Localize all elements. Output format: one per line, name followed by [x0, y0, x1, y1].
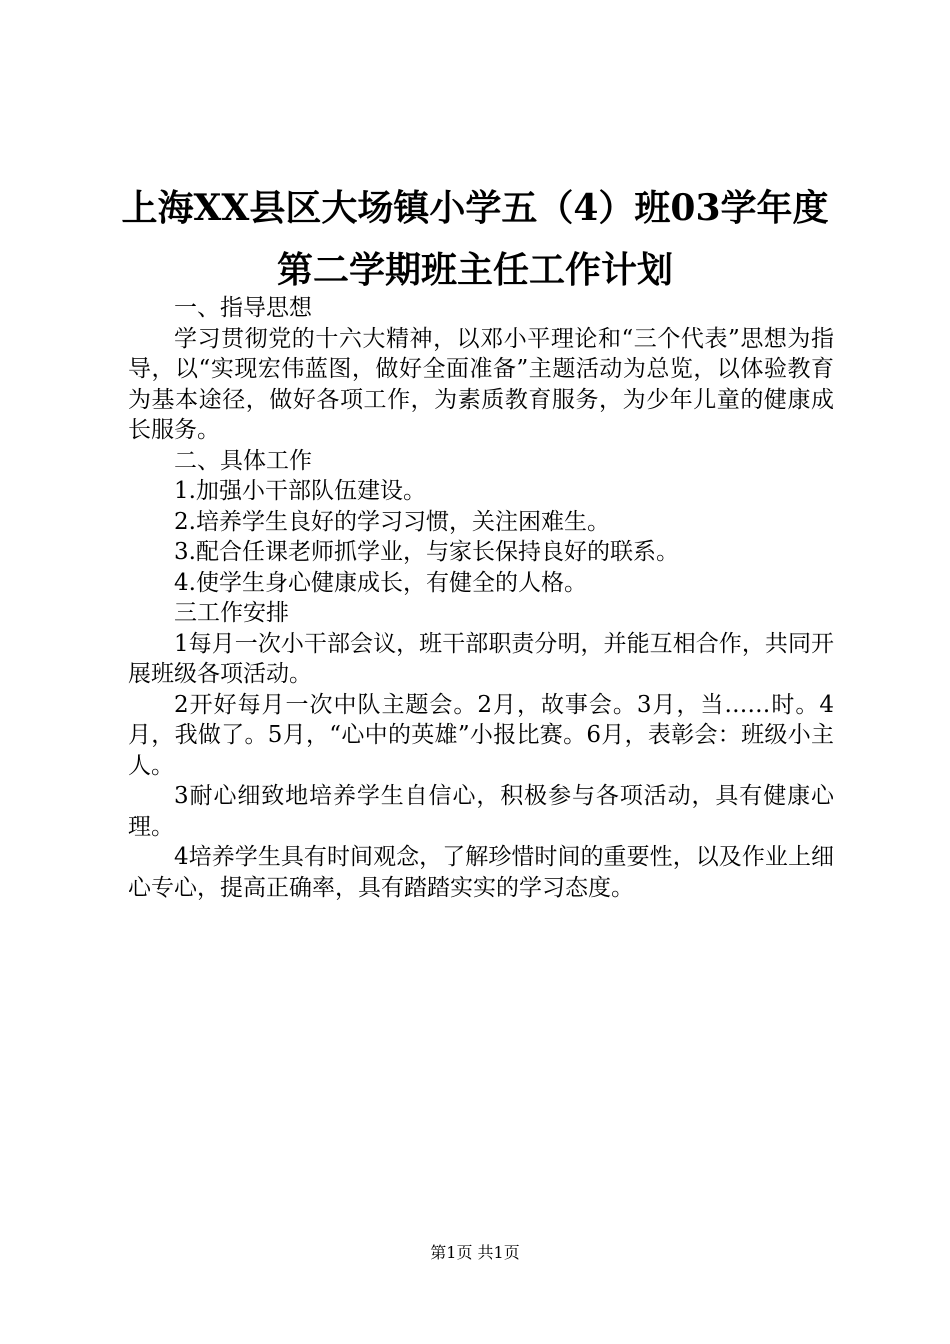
list-item-arrangement-4: 4培养学生具有时间观念，了解珍惜时间的重要性，以及作业上细心专心，提高正确率，具有踏踏实实的学习态度。 — [128, 844, 834, 901]
list-item-work-4: 4.使学生身心健康成长，有健全的人格。 — [174, 569, 587, 596]
list-item-work-3: 3.配合任课老师抓学业，与家长保持良好的联系。 — [174, 539, 679, 565]
document-title-line2: 第二学期班主任工作计划 — [276, 249, 673, 291]
list-item-arrangement-3: 3耐心细致地培养学生自信心，积极参与各项活动，具有健康心理。 — [128, 783, 834, 840]
section-heading-guiding-thought: 一、指导思想 — [174, 295, 312, 321]
list-item-work-2: 2.培养学生良好的学习习惯，关注困难生。 — [174, 508, 610, 535]
section-heading-arrangement: 三工作安排 — [174, 600, 289, 626]
list-item-work-1: 1.加强小干部队伍建设。 — [174, 478, 426, 504]
paragraph-guiding-thought: 学习贯彻党的十六大精神，以邓小平理论和“三个代表”思想为指导，以“实现宏伟蓝图，做好全面准备”主题活动为总览，以体验教育为基本途径，做好各项工作，为素质教育服务，为少年儿童的健康成长服务。 — [128, 325, 834, 443]
document-body — [128, 293, 834, 903]
list-item-arrangement-2: 2开好每月一次中队主题会。2月，故事会。3月，当……时。4月，我做了。5月，“心中的英雄”小报比赛。6月，表彰会：班级小主人。 — [128, 691, 834, 779]
section-heading-specific-work: 二、具体工作 — [174, 447, 312, 474]
page-footer: 第1页 共1页 — [430, 1243, 520, 1262]
document-title-line1: 上海XX县区大场镇小学五（4）班03学年度 — [121, 187, 829, 229]
list-item-arrangement-1: 1每月一次小干部会议，班干部职责分明，并能互相合作，共同开展班级各项活动。 — [128, 630, 834, 687]
